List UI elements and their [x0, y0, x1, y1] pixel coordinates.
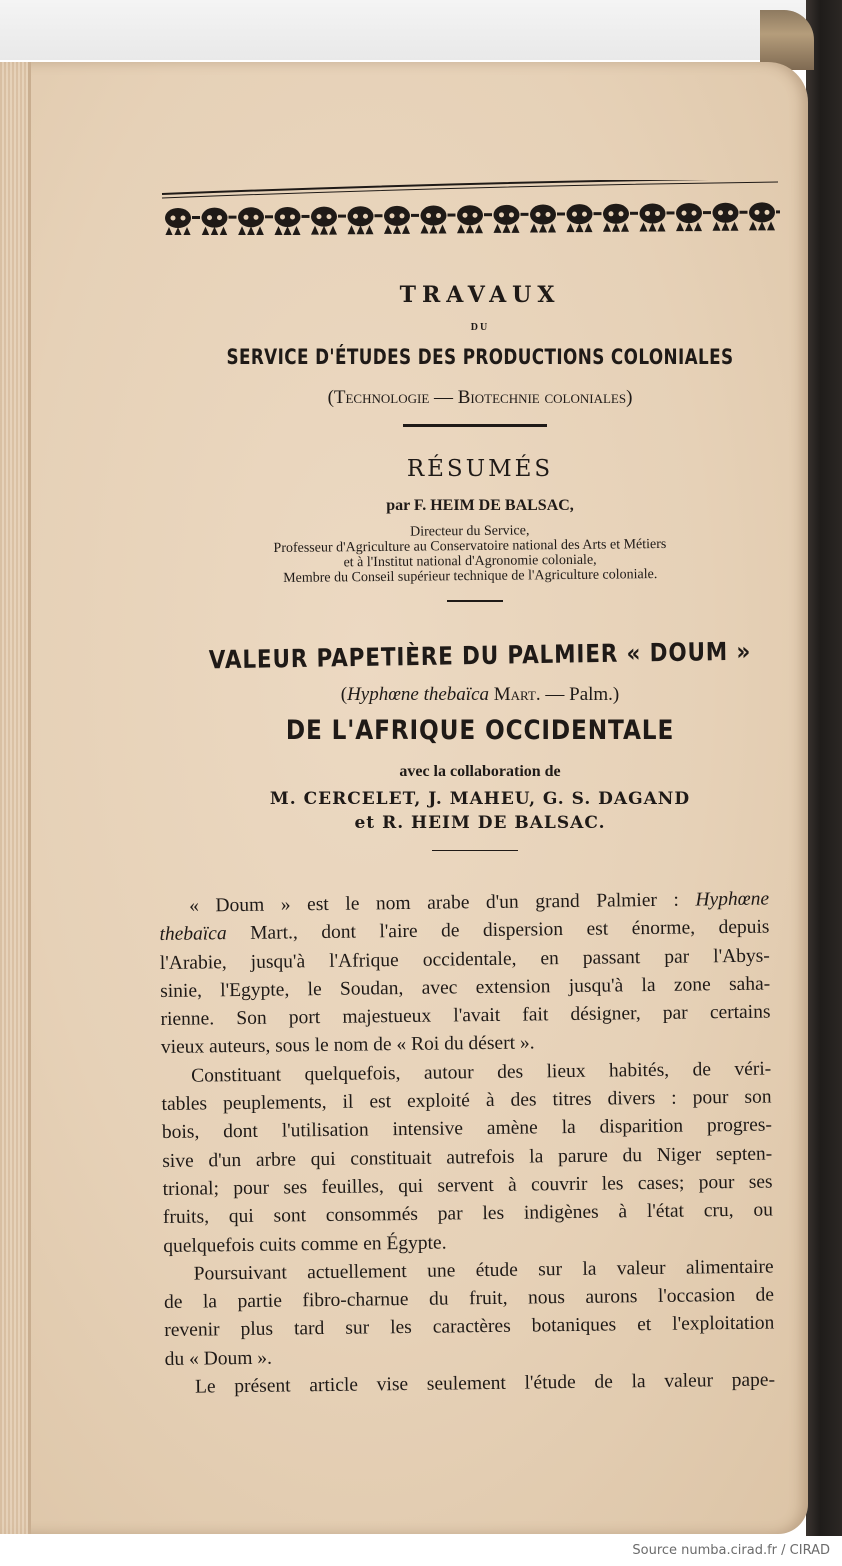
ornament-motif	[494, 205, 529, 233]
species-open: (	[340, 684, 348, 705]
body-line: Constituant quelquefois, autour des lieux habités, de véri-	[191, 1058, 772, 1087]
ornament-motif	[457, 205, 492, 233]
credit-line: et à l'Institut national d'Agronomie coloniale,	[343, 552, 597, 571]
body-line: tables peuplements, il est exploité à des titres divers : pour son	[161, 1086, 772, 1116]
ornament-motif	[676, 203, 711, 231]
authors-line1: M. CERCELET, J. MAHEU, G. S. DAGAND	[269, 789, 691, 809]
credit-line: Directeur du Service,	[410, 523, 530, 540]
body-line: Poursuivant actuellement une étude sur la valeur alimentaire	[193, 1256, 774, 1285]
heading-du: DU	[470, 322, 490, 333]
species-line	[140, 684, 820, 706]
divider-rule	[432, 850, 518, 851]
divider-rule	[403, 424, 547, 427]
source-credit: Source numba.cirad.fr / CIRAD	[632, 1543, 830, 1558]
body-line: du « Doum ».	[164, 1347, 273, 1370]
scan-background	[0, 0, 842, 60]
page-left-edges	[0, 62, 30, 1534]
body-line: bois, dont l'utilisation intensive amène la disparition progres-	[161, 1114, 773, 1144]
collaboration-label: avec la collaboration de	[399, 763, 561, 780]
article-body	[159, 886, 775, 1403]
body-line: de la partie fibro-charnue du fruit, nous aurons l'occasion de	[163, 1284, 775, 1314]
body-line: vieux auteurs, sous le nom de « Roi du désert ».	[160, 1032, 535, 1059]
heading-resumes: RÉSUMÉS	[406, 456, 554, 482]
article-title-line1: VALEUR PAPETIÈRE DU PALMIER « DOUM »	[208, 636, 752, 675]
body-text-run: « Doum » est le nom arabe d'un grand Palmier :	[189, 889, 696, 917]
body-line: sive d'un arbre qui constituait autrefois la parure du Niger septen-	[162, 1143, 773, 1172]
heading-travaux: TRAVAUX	[399, 282, 561, 308]
body-line: trional; pour ses feuilles, qui servent à couvrir les cases; pour ses	[162, 1171, 773, 1200]
ornament-motif	[202, 208, 237, 235]
ornament-motif	[165, 208, 200, 235]
body-italic-run: Hyphœne	[695, 888, 770, 911]
ornament-motif	[640, 203, 675, 231]
species-name: Hyphœne thebaïca	[347, 684, 489, 705]
credit-line: Membre du Conseil supérieur technique de l'Agriculture coloniale.	[283, 567, 658, 586]
credit-line: Professeur d'Agriculture au Conservatoire national des Arts et Métiers	[273, 536, 667, 557]
resumes-author: par F. HEIM DE BALSAC,	[386, 497, 574, 514]
author-credits	[150, 521, 791, 588]
body-italic-run: thebaïca	[159, 923, 227, 946]
ornament-motif	[421, 206, 456, 234]
species-author: Mart.	[493, 684, 541, 705]
heading-technologie: (Technologie — Biotechnie coloniales)	[327, 387, 633, 408]
divider-rule	[447, 600, 503, 602]
ornament-motif	[567, 204, 602, 232]
body-line: sinie, l'Egypte, le Soudan, avec extension jusqu'à la zone saha-	[160, 973, 771, 1002]
ornament-motif	[238, 207, 273, 235]
body-line: rienne. Son port majestueux l'avait fait désigner, par certains	[160, 1001, 771, 1031]
ornament-motif	[603, 204, 638, 232]
ornament-motif	[384, 206, 419, 234]
ornament-motif	[348, 206, 383, 234]
authors-line2: et R. HEIM DE BALSAC.	[354, 813, 606, 833]
page-fold	[28, 62, 31, 1534]
ornament-motif	[311, 207, 346, 235]
ornament-border	[160, 180, 780, 235]
book-page-stack	[760, 10, 814, 70]
ornament-motif	[749, 202, 780, 230]
ornament-motif	[713, 203, 748, 231]
body-line: l'Arabie, jusqu'à l'Afrique occidentale, en passant par l'Abys-	[159, 945, 770, 974]
body-line: revenir plus tard sur les caractères botaniques et l'exploitation	[164, 1312, 775, 1342]
body-line: quelquefois cuits comme en Égypte.	[163, 1232, 447, 1257]
ornament-motif	[530, 205, 565, 233]
body-line: Le présent article vise seulement l'étude de la valeur pape-	[194, 1369, 776, 1398]
heading-service: SERVICE D'ÉTUDES DES PRODUCTIONS COLONIALES	[226, 345, 734, 369]
body-line: fruits, qui sont consommés par les indigènes à l'état cru, ou	[162, 1199, 774, 1229]
body-text-run: Mart., dont l'aire de dispersion est énorme, depuis	[226, 916, 770, 945]
species-rest: — Palm.)	[540, 684, 620, 705]
article-title-line2: DE L'AFRIQUE OCCIDENTALE	[285, 715, 675, 746]
ornament-motif	[275, 207, 310, 235]
